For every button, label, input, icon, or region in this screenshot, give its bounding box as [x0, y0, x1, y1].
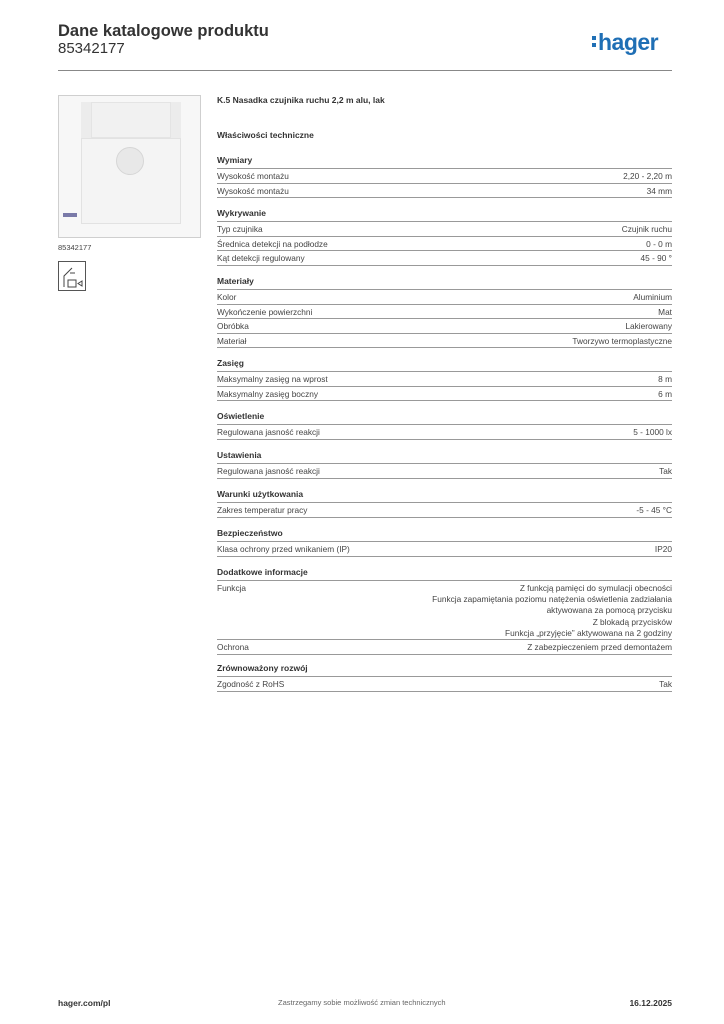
spec-value-line: Z blokadą przycisków [592, 616, 672, 627]
header-divider [58, 70, 672, 71]
section-heading: Ustawienia [217, 450, 262, 460]
spec-row [217, 676, 672, 689]
spec-value [659, 466, 672, 477]
logo-text: hager [598, 29, 659, 55]
spec-label: Funkcja [217, 583, 247, 593]
spec-value-line: Tak [659, 466, 672, 476]
spec-label: Kolor [217, 292, 237, 302]
section-heading: Oświetlenie [217, 411, 265, 421]
section-divider [217, 439, 672, 440]
spec-row [217, 168, 672, 181]
spec-value-line: Funkcja „przyjęcie” aktywowana na 2 godziny [505, 627, 672, 638]
spec-value-line: aktywowana za pomocą przycisku [546, 605, 672, 616]
spec-value [572, 336, 672, 347]
spec-value-line: IP20 [654, 544, 672, 554]
spec-value [647, 186, 672, 197]
spec-value [658, 307, 672, 318]
spec-row [217, 333, 672, 346]
spec-value-line: Tak [659, 679, 672, 689]
section-heading: Warunki użytkowania [217, 489, 304, 499]
spec-label: Wysokość montażu [217, 185, 289, 196]
spec-value [432, 583, 672, 639]
section-heading: Materiały [217, 276, 254, 286]
spec-value-line: 5 - 1000 lx [633, 427, 672, 437]
spec-row [217, 463, 672, 476]
spec-label: Kąt detekcji regulowany [217, 253, 305, 263]
spec-value-line: Tworzywo termoplastyczne [572, 335, 672, 346]
spec-value-line: Funkcja zapamiętania poziomu natężenia oświetlenia zadziałania [432, 594, 672, 605]
footer-disclaimer: Zastrzegamy sobie możliwość zmian technicznych [278, 998, 446, 1007]
spec-label: Klasa ochrony przed wnikaniem (IP) [217, 544, 350, 554]
section-heading: Dodatkowe informacje [217, 567, 308, 577]
section-heading: Zasięg [217, 358, 244, 368]
spec-value-line: 8 m [658, 374, 672, 384]
section-heading: Zrównoważony rozwój [217, 663, 308, 673]
spec-value-line: 45 - 90 ° [640, 253, 672, 263]
spec-value [636, 505, 672, 516]
spec-label: Zakres temperatur pracy [217, 505, 308, 515]
spec-label: Zgodność z RoHS [217, 679, 285, 689]
spec-label: Typ czujnika [217, 224, 263, 234]
logo-dots-icon [592, 36, 597, 50]
footer-date: 16.12.2025 [629, 998, 672, 1008]
section-divider [217, 517, 672, 518]
spec-value [527, 642, 672, 653]
spec-value-line: 34 mm [646, 185, 672, 196]
spec-value-line: 2,20 - 2,20 m [623, 171, 672, 181]
hager-logo [592, 29, 658, 56]
spec-row [217, 250, 672, 263]
spec-value-line: Lakierowany [625, 321, 672, 331]
spec-label: Wysokość montażu [217, 171, 289, 181]
section-divider [217, 197, 672, 198]
section-divider [217, 691, 672, 692]
section-divider [217, 556, 672, 557]
spec-value [659, 679, 672, 690]
spec-row [217, 580, 672, 638]
spec-value-line: 6 m [658, 388, 672, 399]
section-divider [217, 654, 672, 655]
sensor-cover-illustration [81, 102, 181, 224]
spec-value [646, 239, 672, 250]
spec-value [655, 544, 672, 555]
sensor-lens [116, 147, 144, 175]
spec-value [623, 171, 672, 182]
product-name: K.5 Nasadka czujnika ruchu 2,2 m alu, lak [217, 95, 385, 105]
spec-label: Regulowana jasność reakcji [217, 466, 320, 476]
spec-label: Ochrona [217, 642, 249, 653]
spec-row [217, 371, 672, 384]
spec-label: Średnica detekcji na podłodze [217, 238, 328, 249]
technical-properties-heading: Właściwości techniczne [217, 130, 314, 140]
section-heading: Wymiary [217, 155, 253, 165]
spec-value [658, 374, 672, 385]
spec-value [658, 389, 672, 400]
spec-value-line: Z zabezpieczeniem przed demontażem [527, 642, 672, 653]
footer-website[interactable]: hager.com/pl [58, 998, 111, 1008]
spec-label: Regulowana jasność reakcji [217, 427, 320, 437]
section-heading: Wykrywanie [217, 208, 266, 218]
spec-value [641, 253, 672, 264]
section-divider [217, 265, 672, 266]
spec-row [217, 318, 672, 331]
document-title: Dane katalogowe produktu [58, 22, 269, 40]
product-code-header: 85342177 [58, 40, 125, 57]
spec-value-line: Aluminium [633, 292, 672, 302]
spec-value-line: Z funkcją pamięci do symulacji obecności [519, 583, 672, 593]
spec-row [217, 502, 672, 515]
section-divider [217, 478, 672, 479]
spec-row [217, 639, 672, 653]
spec-value [625, 321, 672, 332]
spec-row [217, 289, 672, 302]
spec-label: Maksymalny zasięg boczny [217, 388, 318, 399]
spec-row [217, 541, 672, 554]
spec-value [633, 427, 672, 438]
motion-sensor-symbol-icon [58, 261, 86, 291]
spec-value [622, 224, 672, 235]
spec-value-line: -5 - 45 °C [636, 505, 672, 515]
spec-row [217, 183, 672, 196]
spec-value-line: Czujnik ruchu [621, 224, 672, 234]
image-caption-code: 85342177 [58, 243, 92, 252]
spec-label: Obróbka [217, 321, 249, 331]
spec-label: Materiał [217, 335, 247, 346]
spec-row [217, 236, 672, 249]
spec-value-line: Mat [658, 306, 672, 317]
spec-row [217, 386, 672, 399]
product-image [58, 95, 201, 238]
spec-value [633, 292, 672, 303]
spec-value-line: 0 - 0 m [646, 238, 672, 249]
spec-row [217, 304, 672, 317]
spec-label: Maksymalny zasięg na wprost [217, 374, 328, 384]
section-divider [217, 400, 672, 401]
spec-row [217, 424, 672, 437]
scale-mark-icon [63, 213, 77, 217]
section-divider [217, 347, 672, 348]
spec-row [217, 221, 672, 234]
section-heading: Bezpieczeństwo [217, 528, 283, 538]
spec-label: Wykończenie powierzchni [217, 306, 313, 317]
